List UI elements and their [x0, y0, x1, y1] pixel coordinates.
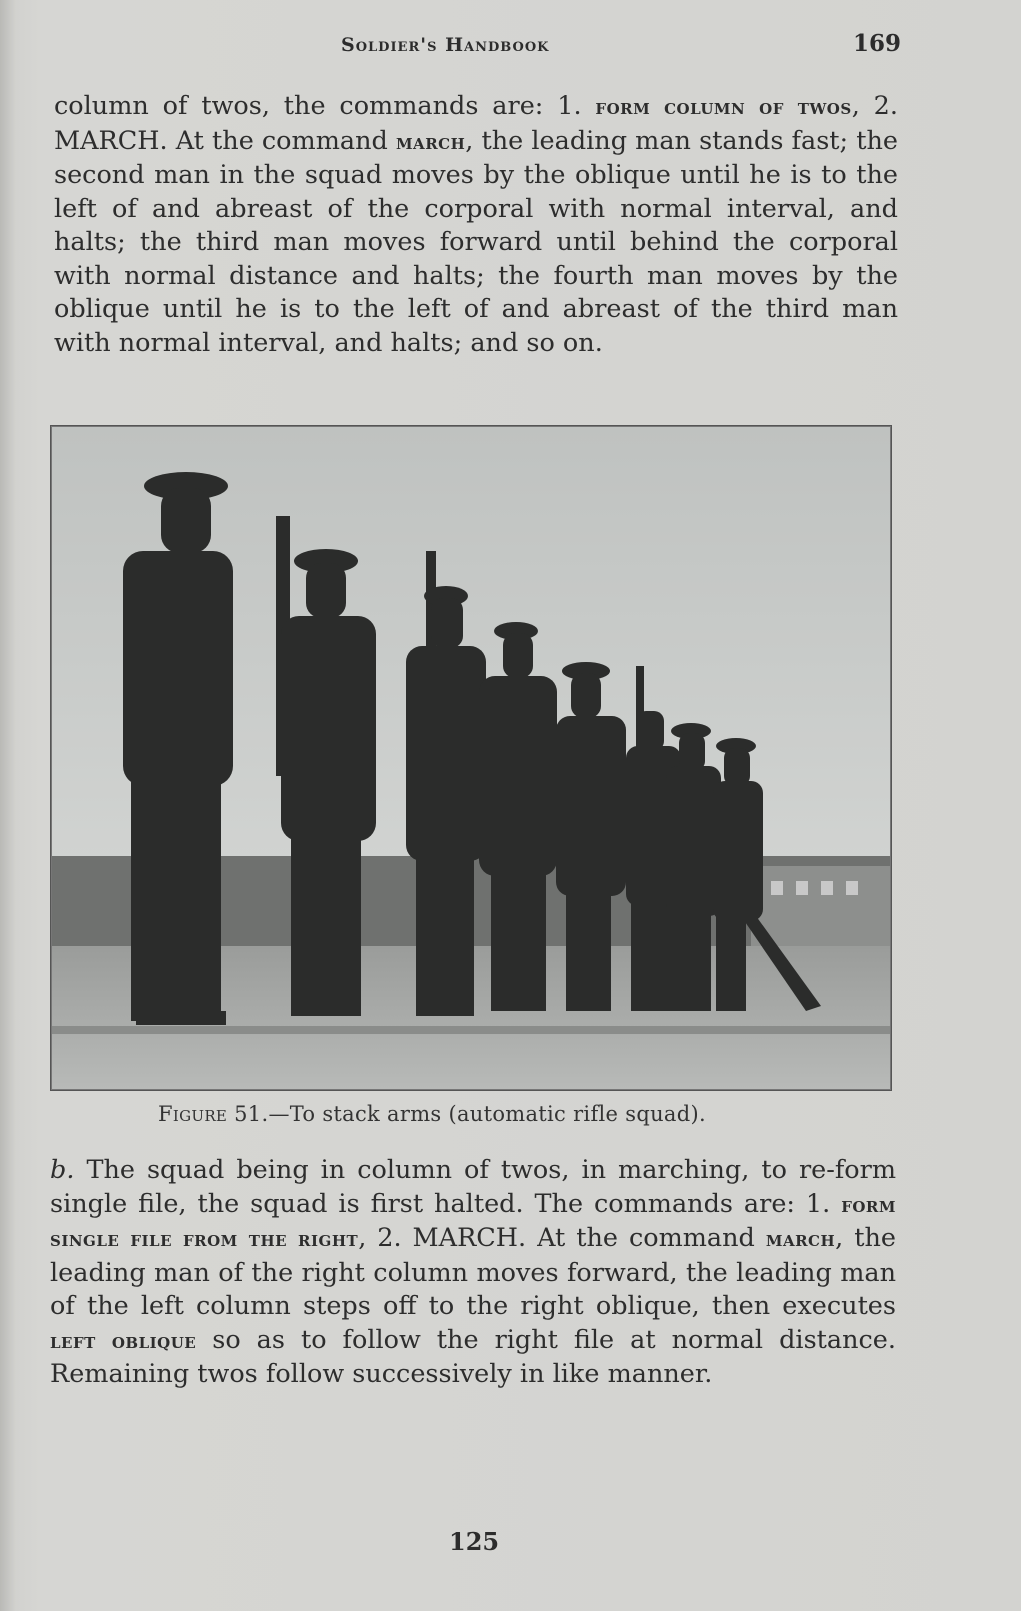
command-text: form single file from the right	[50, 1191, 896, 1252]
running-title: Soldier's Handbook	[341, 34, 550, 56]
caption-text: —To stack arms (automatic rifle squad).	[268, 1102, 706, 1126]
figure-label: Figure 51.	[158, 1102, 269, 1126]
figure-caption	[158, 1102, 706, 1126]
text-run: so as to follow the right file at normal distance. Remaining twos follow successively in like manner.	[50, 1324, 897, 1389]
text-run: , 2. MARCH. At the command	[358, 1223, 766, 1253]
text-run: , 2. MARCH. At the command	[54, 91, 898, 156]
text-run: , the leading man stands fast; the second man in the squad moves by the oblique until he is to the left of and abreast of the corporal with normal interval, and halts; the third man moves forward until behind the corporal with normal distance and halts; the fourth man moves by the oblique until he is to the left of and abreast of the third man with normal interval, and halts; and so on.	[54, 125, 898, 358]
command-text: left oblique	[50, 1327, 197, 1354]
command-text: march	[765, 1226, 836, 1252]
text-run: column of twos, the commands are: 1.	[54, 91, 596, 121]
paragraph-marker: b.	[50, 1155, 75, 1185]
command-text: form column of twos	[595, 94, 852, 120]
footer-page-number: 125	[449, 1527, 500, 1556]
command-text: march	[395, 128, 466, 155]
figure-photo	[50, 425, 892, 1091]
page-number: 169	[852, 30, 901, 57]
page-header	[56, 30, 901, 60]
paragraph-b	[50, 1154, 896, 1392]
text-run: The squad being in column of twos, in marching, to re-form single file, the squad is first halted. The commands are: 1.	[50, 1155, 896, 1219]
text-run: , the leading man of the right column moves forward, the leading man of the left column steps off to the right oblique, then executes	[50, 1223, 896, 1321]
paragraph-continued	[54, 90, 898, 360]
